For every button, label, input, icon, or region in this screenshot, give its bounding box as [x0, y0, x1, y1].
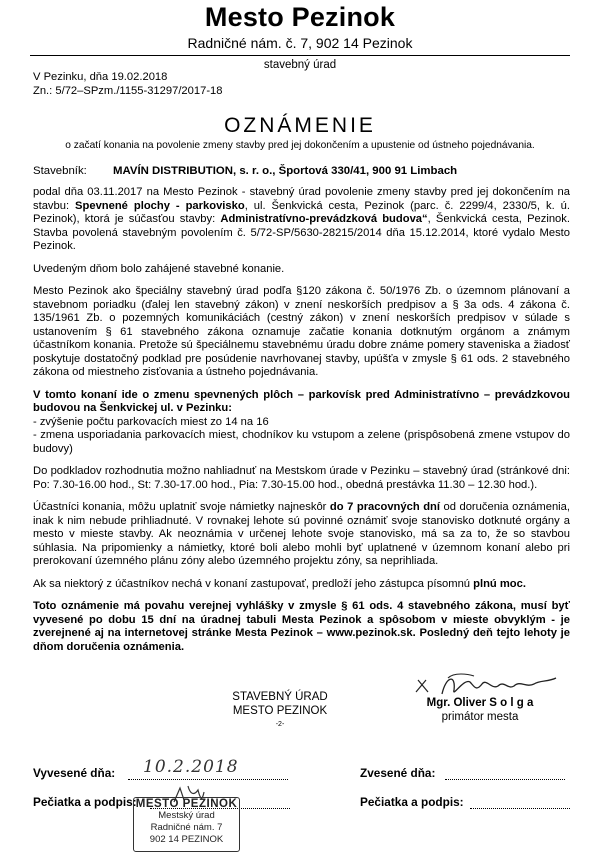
removed-date-label: Zvesené dňa: — [360, 766, 436, 780]
posted-date-handwritten: 10.2.2018 — [143, 757, 239, 777]
text-run: Účastníci konania, môžu uplatniť svoje námietky najneskôr — [33, 501, 330, 513]
posted-date-label: Vyvesené dňa: — [33, 766, 116, 780]
header-divider — [30, 55, 570, 56]
stamp-line-2: Mestský úrad — [158, 810, 215, 821]
office-line-1: STAVEBNÝ ÚRAD — [232, 691, 328, 703]
bold-run: Administratívno-prevádzková budova“ — [220, 213, 428, 225]
reference-number: Zn.: 5/72–SPzm./1155-31297/2017-18 — [33, 84, 223, 97]
stamp-label-left: Pečiatka a podpis: — [33, 795, 137, 809]
stamp-line-1: MESTO PEZINOK — [135, 798, 238, 810]
bold-run: Spevnené plochy - parkovisko — [75, 199, 245, 212]
bold-run: plnú moc. — [473, 577, 526, 590]
official-stamp — [133, 797, 240, 852]
bold-run: do 7 pracovných dní — [329, 501, 440, 513]
office-signature-block — [205, 691, 355, 732]
stamp-line-right — [470, 808, 570, 809]
removed-date-line — [445, 779, 565, 780]
paragraph-start: Uvedeným dňom bolo zahájené stavebné konanie. — [33, 262, 285, 275]
applicant-value: MAVÍN DISTRIBUTION, s. r. o., Športová 330/41, 900 91 Limbach — [113, 165, 458, 177]
paragraph-legal-basis: Mesto Pezinok ako špeciálny stavebný úrad podľa §120 zákona č. 50/1976 Zb. o územnom plánovaní a stavebnom poriadku (ďalej len stavebný zákon) v znení neskorších predpisov a § 3a ods. 4 zákona č. 135/1961 Zb. o pozemných komunikáciách (cestný zákon) v znení neskorších predpisov v súlade s ustanovením § 61 stavebného zákona oznamuje začatie konania dotknutým orgánom a známym účastníkom konania. Pretože sú špeciálnemu stavebnému úradu dobre známe pomery staveniska a žiadosť poskytuje dostatočný podklad pre posúdenie navrhovanej stavby, upúšťa v zmysle § 61 ods. 2 stavebného zákona od miestneho zisťovania a ústneho pojednávania. — [33, 285, 570, 378]
place-date: V Pezinku, dňa 19.02.2018 — [33, 71, 168, 83]
document-subtitle: o začatí konania na povolenie zmeny stavby pred jej dokončením a upustenie od ústneho pojednávania. — [65, 140, 535, 151]
paragraph-representation — [33, 578, 570, 592]
mayor-position: primátor mesta — [441, 710, 519, 723]
text-run: podal dňa 03.11.2017 na Mesto Pezinok - stavebný úrad povolenie zmeny stavby pred jej dokončením na stavbu: — [33, 186, 570, 212]
posted-date-line — [128, 779, 288, 780]
applicant-label: Stavebník: — [33, 165, 87, 177]
document-meta — [33, 71, 223, 98]
paragraph-application — [33, 186, 570, 254]
city-address: Radničné nám. č. 7, 902 14 Pezinok — [187, 35, 413, 51]
change-item-2: - zmena usporiadania parkovacích miest, chodníkov ku vstupom a zelene (prispôsobená zmene vstupov do budovy) — [33, 429, 570, 455]
document-title: OZNÁMENIE — [224, 114, 376, 137]
page-number: -2- — [275, 721, 285, 728]
office-name: stavebný úrad — [263, 59, 337, 71]
stamp-label-right: Pečiatka a podpis: — [360, 795, 464, 809]
text-run: od doručenia oznámenia, inak k nim nebude prihliadnuté. V rovnakej lehote sú povinné oznámiť svoje stanovisko dotknuté orgány a mesto v mieste stavby. Ak neoznámia v určenej lehote svoje stanovisko, má sa za to, že so stavbou súhlasia. Na pripomienky a námietky, ktoré boli alebo mohli byť uplatnené v územnom konaní alebo pri prerokovaní územného plánu zóny alebo územného projektu zóny, sa neprihliada. — [33, 501, 570, 567]
paragraph-objections — [33, 501, 570, 569]
applicant-line — [33, 165, 457, 177]
change-item-1: - zvýšenie počtu parkovacích miest zo 14 na 16 — [33, 415, 269, 428]
stamp-line-4: 902 14 PEZINOK — [149, 834, 224, 845]
paragraph-documents: Do podkladov rozhodnutia možno nahliadnuť na Mestskom úrade v Pezinku – stavebný úrad (stránkové dni: Po: 7.30-16.00 hod., St: 7.30-17.00 hod., Pia: 7.30-15.00 hod., obedná prestávka 11.30 – 12.30 hod.). — [33, 465, 570, 491]
text-run: Ak sa niektorý z účastníkov nechá v konaní zastupovať, predloží jeho zástupca písomnú — [33, 577, 474, 590]
office-line-2: MESTO PEZINOK — [232, 704, 328, 717]
stamp-line-3: Radničné nám. 7 — [150, 822, 223, 833]
city-title: Mesto Pezinok — [204, 2, 396, 32]
mayor-name — [405, 697, 555, 711]
mayor-signature-block — [405, 697, 555, 724]
paragraph-public-notice — [33, 600, 570, 654]
name-surname: S o l g a — [489, 697, 534, 709]
paragraph-change-heading: V tomto konaní ide o zmenu spevnených plôch – parkovísk pred Administratívno – prevádzkovou budovou na Šenkvickej ul. v Pezinku: — [33, 388, 570, 414]
bold-run: Toto oznámenie má povahu verejnej vyhlášky v zmysle § 61 ods. 4 stavebného zákona, musí byť vyvesené po dobu 15 dní na úradnej tabuli Mesta Pezinok a spôsobom v mieste obvyklým - je zverejnené aj na internetovej stránke Mesta Pezinok – www.pezinok.sk. Posledný deň tejto lehoty je dňom doručenia oznámenia. — [33, 600, 570, 653]
name-prefix: Mgr. Oliver — [426, 697, 490, 709]
text-run: , Šenkvická cesta, Pezinok. Stavba povolená stavebným povolením č. 5/72-SP/5630-28215/2014 dňa 15.12.2014, ktoré vydalo Mesto Pezinok. — [33, 213, 570, 252]
document-body — [33, 186, 570, 663]
text-run: , ul. Šenkvická cesta, Pezinok (parc. č. 2299/4, 2330/5, k. ú. Pezinok), ktorá je súčasťou stavby: — [33, 199, 570, 225]
